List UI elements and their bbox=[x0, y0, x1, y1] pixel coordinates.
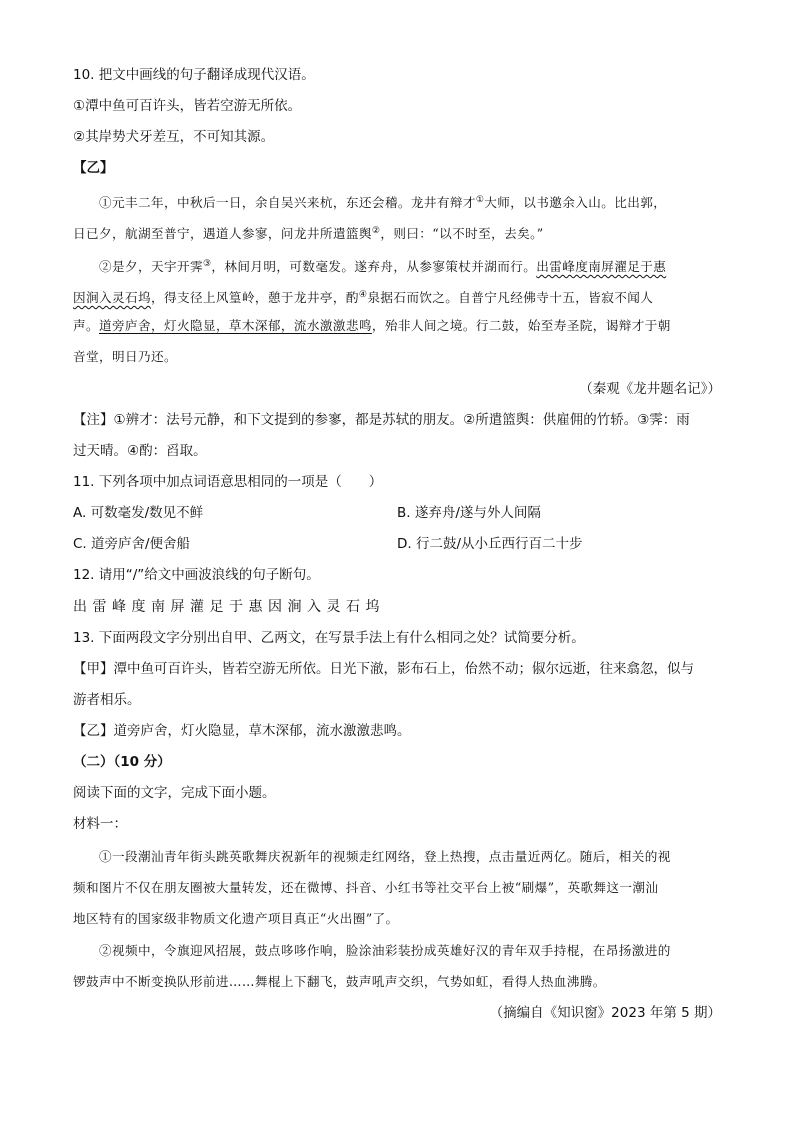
yi-source: （秦观《龙井题名记》） bbox=[579, 381, 721, 397]
section-yi-heading: 【乙】 bbox=[73, 160, 114, 176]
q13-jia-line-1: 【甲】潭中鱼可百许头，皆若空游无所依。日光下澈，影布石上，佁然不动；俶尔远逝，往来翕忽，似与 bbox=[73, 661, 694, 677]
wavy-underlined-text: 因涧入灵石坞 bbox=[73, 290, 151, 306]
q10-sentence-2: ②其岸势犬牙差互，不可知其源。 bbox=[73, 129, 275, 145]
wavy-underlined-text: 出雷峰度南屏濯足于惠 bbox=[536, 259, 667, 275]
q11-options-row-1 bbox=[73, 502, 721, 524]
material-paragraph-1-line-2: 频和图片不仅在朋友圈被大量转发，还在微博、抖音、小红书等社交平台上被“刷爆”，英歌舞这一潮汕 bbox=[73, 880, 659, 895]
q11-option-b: B. 遂弃舟/遂与外人间隔 bbox=[397, 505, 541, 521]
q11-options-row-2 bbox=[73, 533, 721, 555]
q10-sentence-1: ①潭中鱼可百许头，皆若空游无所依。 bbox=[73, 98, 302, 114]
material-paragraph-2-line-2: 锣鼓声中不断变换队形前进……舞棍上下翻飞，鼓声吼声交织，气势如虹，看得人热血沸腾。 bbox=[73, 974, 606, 989]
yi-paragraph-1-line-2: 日已夕，航湖至普宁，遇道人参寥，问龙井所遣篮舆②，则曰：“以不时至，去矣。” bbox=[73, 226, 544, 242]
q12-title: 12. 请用“/”给文中画波浪线的句子断句。 bbox=[73, 567, 320, 583]
material-paragraph-1-line-3: 地区特有的国家级非物质文化遗产项目真正“火出圈”了。 bbox=[73, 911, 399, 926]
q12-sentence: 出雷峰度南屏灌足于惠因涧入灵石坞 bbox=[73, 599, 385, 615]
q11-option-c: C. 道旁庐舍/便舍船 bbox=[73, 536, 191, 552]
q11-option-d: D. 行二鼓/从小丘西行百二十步 bbox=[397, 536, 583, 552]
q13-yi: 【乙】道旁庐舍，灯火隐显，草木深郁，流水激激悲鸣。 bbox=[73, 723, 411, 739]
yi-paragraph-2-line-4: 音堂，明日乃还。 bbox=[73, 349, 177, 364]
yi-paragraph-2-line-1: ②是夕，天宇开霁③，林间月明，可数毫发。遂弃舟，从参寥策杖并湖而行。出雷峰度南屏濯足于惠 bbox=[99, 259, 667, 275]
material-paragraph-2-line-1: ②视频中，令旗迎风招展，鼓点哆哆作响，脸涂油彩装扮成英雄好汉的青年双手持棍，在昂扬激进的 bbox=[99, 943, 671, 958]
yi-paragraph-2-line-3: 声。道旁庐舍，灯火隐显，草木深郁，流水激激悲鸣，殆非人间之境。行二鼓，始至寿圣院，谒辩才于朝 bbox=[73, 318, 671, 333]
note-line-1: 【注】①辨才：法号元静，和下文提到的参寥，都是苏轼的朋友。②所遣篮舆：供雇佣的竹轿。③霁：雨 bbox=[73, 412, 690, 428]
q10-title: 10. 把文中画线的句子翻译成现代汉语。 bbox=[73, 67, 315, 83]
part-2-heading: （二）（10 分） bbox=[73, 754, 171, 770]
part-2-instruction: 阅读下面的文字，完成下面小题。 bbox=[73, 785, 276, 801]
yi-paragraph-1-line-1: ①元丰二年，中秋后一日，余自吴兴来杭，东还会稽。龙井有辩才①大师，以书邀余入山。比出郭， bbox=[99, 195, 667, 211]
material-source: （摘编自《知识窗》2023 年第 5 期） bbox=[489, 1005, 721, 1021]
material-paragraph-1-line-1: ①一段潮汕青年街头跳英歌舞庆祝新年的视频走红网络，登上热搜，点击量近两亿。随后，相关的视 bbox=[99, 849, 671, 864]
q11-option-a: A. 可数毫发/数见不鲜 bbox=[73, 505, 204, 521]
q13-jia-line-2: 游者相乐。 bbox=[73, 692, 141, 708]
q11-title: 11. 下列各项中加点词语意思相同的一项是（ ） bbox=[73, 474, 383, 490]
underlined-text: 道旁庐舍，灯火隐显，草木深郁，流水激激悲鸣 bbox=[99, 318, 372, 333]
note-line-2: 过天晴。④酌：舀取。 bbox=[73, 443, 207, 459]
q13-title: 13. 下面两段文字分别出自甲、乙两文，在写景手法上有什么相同之处？试简要分析。 bbox=[73, 630, 585, 646]
material-1-label: 材料一： bbox=[73, 816, 127, 832]
yi-paragraph-2-line-2: 因涧入灵石坞，得支径上风篁岭，憩于龙井亭，酌④泉据石而饮之。自普宁凡经佛寺十五，皆寂不闻人 bbox=[73, 290, 654, 306]
